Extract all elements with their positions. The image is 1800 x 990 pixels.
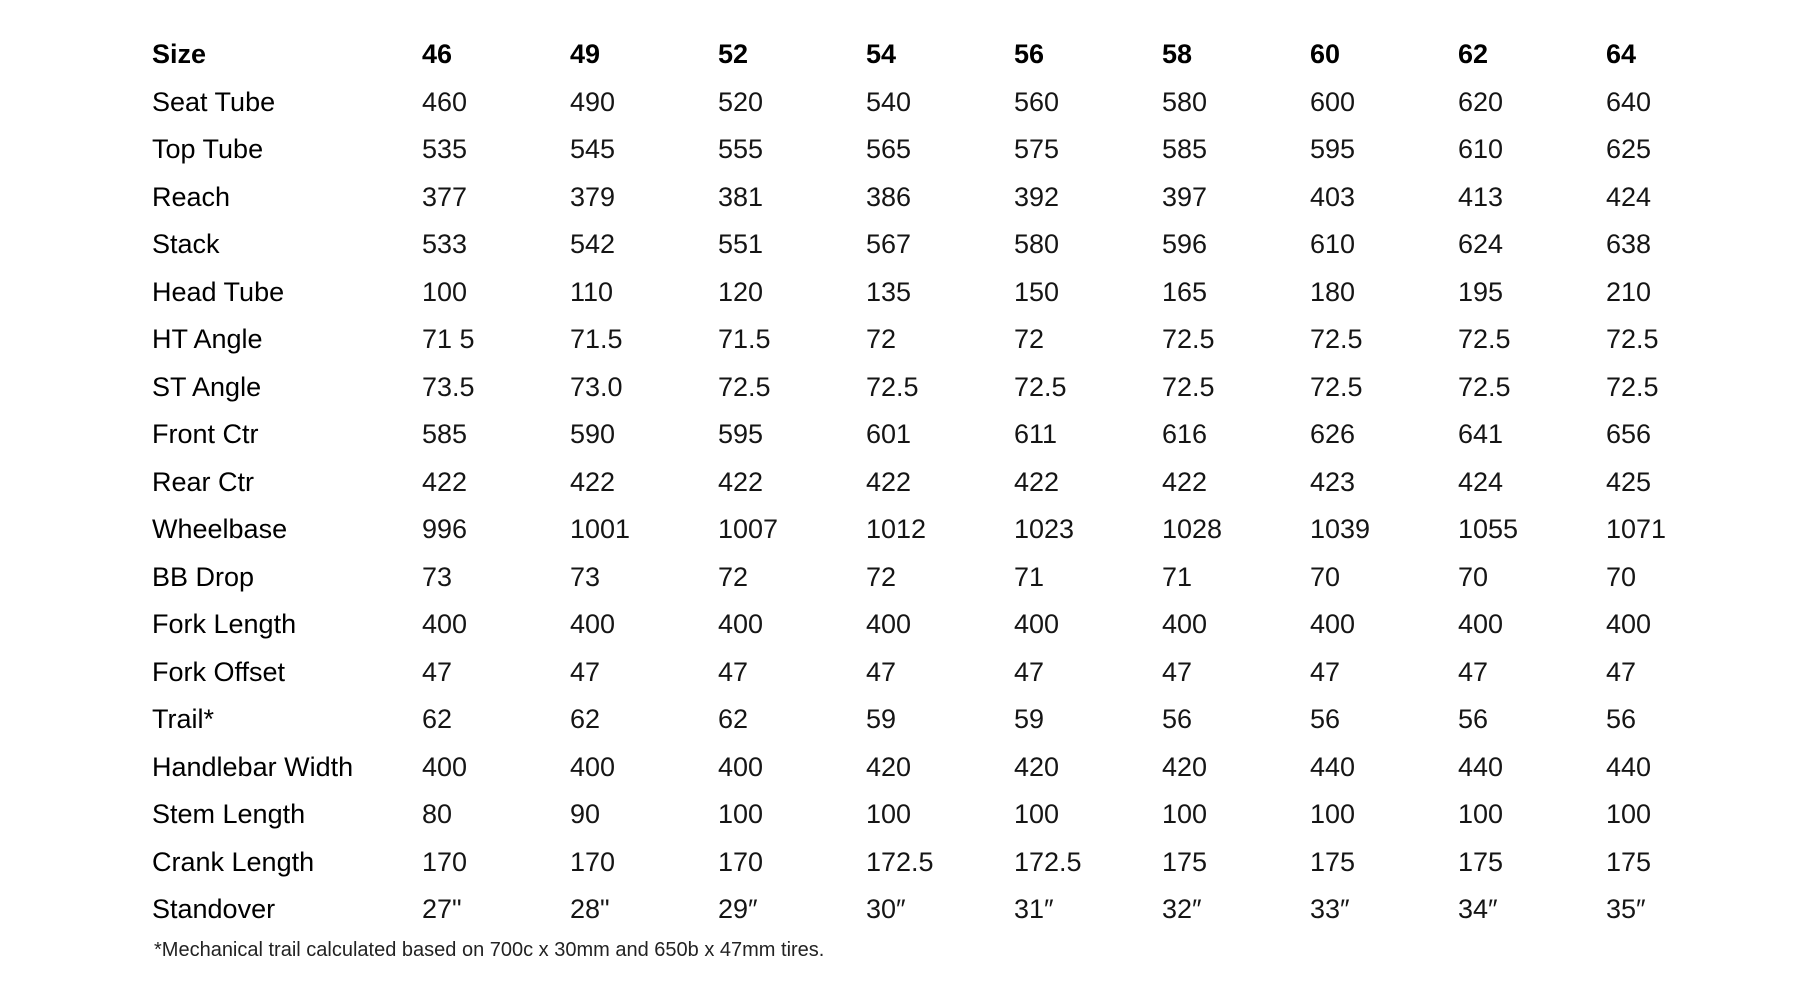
table-cell: 72 <box>718 561 749 592</box>
table-row <box>152 744 1726 792</box>
table-row <box>152 126 1726 174</box>
table-cell: 1071 <box>1606 514 1667 545</box>
table-cell: 638 <box>1606 229 1652 260</box>
row-label: Stem Length <box>152 799 306 830</box>
table-cell: 170 <box>570 846 616 877</box>
row-label: Rear Ctr <box>152 466 255 497</box>
table-cell: 400 <box>718 751 764 782</box>
trail-footnote: *Mechanical trail calculated based on 700c x 30mm and 650b x 47mm tires. <box>154 939 825 961</box>
row-label: ST Angle <box>152 371 262 402</box>
table-cell: 423 <box>1310 466 1356 497</box>
size-column-header: 54 <box>866 39 897 70</box>
table-cell: 32″ <box>1162 894 1202 925</box>
table-cell: 624 <box>1458 229 1504 260</box>
table-row <box>152 886 1726 934</box>
table-row <box>152 459 1726 507</box>
table-cell: 560 <box>1014 86 1060 117</box>
table-cell: 555 <box>718 134 764 165</box>
table-cell: 70 <box>1310 561 1341 592</box>
table-cell: 47 <box>1606 656 1637 687</box>
table-cell: 72.5 <box>1458 371 1511 402</box>
table-cell: 413 <box>1458 181 1504 212</box>
table-row <box>152 791 1726 839</box>
table-cell: 110 <box>570 276 614 307</box>
table-cell: 1055 <box>1458 514 1519 545</box>
table-row <box>152 649 1726 697</box>
table-cell: 656 <box>1606 419 1652 450</box>
size-header-label: Size <box>152 39 207 70</box>
table-cell: 33″ <box>1310 894 1350 925</box>
table-cell: 165 <box>1162 276 1208 307</box>
table-cell: 400 <box>866 609 912 640</box>
table-cell: 70 <box>1606 561 1637 592</box>
size-column-header: 60 <box>1310 39 1341 70</box>
table-cell: 72.5 <box>1162 371 1215 402</box>
size-header-row <box>152 31 1726 79</box>
table-cell: 580 <box>1162 86 1208 117</box>
table-cell: 80 <box>422 799 453 830</box>
table-cell: 377 <box>422 181 468 212</box>
table-cell: 150 <box>1014 276 1060 307</box>
table-cell: 400 <box>570 751 616 782</box>
table-cell: 71 <box>1014 561 1045 592</box>
table-cell: 400 <box>422 609 468 640</box>
table-row <box>152 696 1726 744</box>
table-cell: 170 <box>422 846 468 877</box>
table-cell: 397 <box>1162 181 1208 212</box>
table-cell: 422 <box>422 466 468 497</box>
table-cell: 400 <box>570 609 616 640</box>
row-label: Reach <box>152 181 231 212</box>
table-cell: 575 <box>1014 134 1060 165</box>
table-cell: 71 5 <box>422 324 475 355</box>
table-cell: 542 <box>570 229 616 260</box>
table-cell: 565 <box>866 134 912 165</box>
table-cell: 72.5 <box>1606 371 1659 402</box>
table-cell: 175 <box>1606 846 1652 877</box>
table-cell: 440 <box>1458 751 1504 782</box>
table-cell: 422 <box>718 466 764 497</box>
table-cell: 625 <box>1606 134 1652 165</box>
table-cell: 72.5 <box>1162 324 1215 355</box>
size-column-header: 58 <box>1162 39 1193 70</box>
size-column-header: 62 <box>1458 39 1489 70</box>
table-cell: 59 <box>866 704 897 735</box>
table-cell: 535 <box>422 134 468 165</box>
table-row <box>152 316 1726 364</box>
table-cell: 420 <box>1162 751 1208 782</box>
table-row <box>152 601 1726 649</box>
table-cell: 596 <box>1162 229 1208 260</box>
table-cell: 172.5 <box>866 846 934 877</box>
table-cell: 1039 <box>1310 514 1371 545</box>
table-cell: 72.5 <box>1606 324 1659 355</box>
table-cell: 100 <box>1458 799 1504 830</box>
row-label: Stack <box>152 229 220 260</box>
table-cell: 585 <box>1162 134 1208 165</box>
table-cell: 567 <box>866 229 912 260</box>
row-label: Crank Length <box>152 846 315 877</box>
table-cell: 403 <box>1310 181 1356 212</box>
table-cell: 400 <box>1014 609 1060 640</box>
table-cell: 73.0 <box>570 371 623 402</box>
table-row <box>152 364 1726 412</box>
table-cell: 73.5 <box>422 371 475 402</box>
table-cell: 424 <box>1458 466 1504 497</box>
row-label: Wheelbase <box>152 514 288 545</box>
table-cell: 420 <box>1014 751 1060 782</box>
size-column-header: 64 <box>1606 39 1637 70</box>
table-cell: 59 <box>1014 704 1045 735</box>
geometry-rows <box>152 79 1726 934</box>
table-cell: 100 <box>1606 799 1652 830</box>
table-cell: 422 <box>570 466 616 497</box>
table-cell: 47 <box>1458 656 1489 687</box>
table-cell: 34″ <box>1458 894 1498 925</box>
table-cell: 62 <box>422 704 453 735</box>
size-column-header: 56 <box>1014 39 1045 70</box>
table-cell: 616 <box>1162 419 1208 450</box>
row-label: Fork Length <box>152 609 297 640</box>
table-cell: 47 <box>570 656 601 687</box>
table-cell: 996 <box>422 514 468 545</box>
table-cell: 1023 <box>1014 514 1075 545</box>
table-cell: 120 <box>718 276 764 307</box>
table-cell: 47 <box>422 656 453 687</box>
table-cell: 170 <box>718 846 764 877</box>
table-cell: 595 <box>718 419 764 450</box>
table-cell: 400 <box>422 751 468 782</box>
table-cell: 56 <box>1162 704 1193 735</box>
table-cell: 400 <box>1162 609 1208 640</box>
table-row <box>152 269 1726 317</box>
table-cell: 381 <box>718 181 764 212</box>
table-cell: 520 <box>718 86 764 117</box>
table-cell: 70 <box>1458 561 1489 592</box>
table-row <box>152 79 1726 127</box>
table-cell: 545 <box>570 134 616 165</box>
table-cell: 640 <box>1606 86 1652 117</box>
table-cell: 62 <box>718 704 749 735</box>
table-cell: 590 <box>570 419 616 450</box>
table-cell: 400 <box>1606 609 1652 640</box>
size-column-header: 46 <box>422 39 453 70</box>
table-cell: 585 <box>422 419 468 450</box>
table-cell: 1012 <box>866 514 927 545</box>
table-cell: 595 <box>1310 134 1356 165</box>
table-cell: 400 <box>1310 609 1356 640</box>
table-cell: 47 <box>1310 656 1341 687</box>
table-cell: 72.5 <box>866 371 919 402</box>
table-cell: 71.5 <box>718 324 771 355</box>
table-cell: 175 <box>1458 846 1504 877</box>
row-label: BB Drop <box>152 561 255 592</box>
table-cell: 1007 <box>718 514 779 545</box>
table-cell: 400 <box>718 609 764 640</box>
table-cell: 56 <box>1606 704 1637 735</box>
table-row <box>152 174 1726 222</box>
table-cell: 100 <box>422 276 468 307</box>
table-cell: 90 <box>570 799 601 830</box>
table-cell: 47 <box>1014 656 1045 687</box>
table-cell: 551 <box>718 229 764 260</box>
table-cell: 580 <box>1014 229 1060 260</box>
size-column-header: 52 <box>718 39 749 70</box>
table-cell: 73 <box>570 561 601 592</box>
table-cell: 392 <box>1014 181 1060 212</box>
table-cell: 72.5 <box>1014 371 1067 402</box>
table-cell: 47 <box>718 656 749 687</box>
table-cell: 180 <box>1310 276 1356 307</box>
row-label: Trail* <box>152 704 215 735</box>
table-cell: 72.5 <box>718 371 771 402</box>
table-cell: 490 <box>570 86 616 117</box>
table-cell: 29″ <box>718 894 758 925</box>
table-cell: 210 <box>1606 276 1652 307</box>
table-cell: 72.5 <box>1458 324 1511 355</box>
table-cell: 47 <box>866 656 897 687</box>
table-cell: 601 <box>866 419 912 450</box>
table-cell: 195 <box>1458 276 1504 307</box>
table-cell: 610 <box>1310 229 1356 260</box>
table-cell: 620 <box>1458 86 1504 117</box>
table-cell: 600 <box>1310 86 1356 117</box>
table-cell: 71 <box>1162 561 1193 592</box>
table-cell: 30″ <box>866 894 906 925</box>
table-cell: 56 <box>1310 704 1341 735</box>
table-cell: 533 <box>422 229 468 260</box>
table-cell: 460 <box>422 86 468 117</box>
table-row <box>152 506 1726 554</box>
table-cell: 72 <box>1014 324 1045 355</box>
table-cell: 422 <box>1014 466 1060 497</box>
table-cell: 100 <box>1310 799 1356 830</box>
table-cell: 641 <box>1458 419 1504 450</box>
table-cell: 100 <box>718 799 764 830</box>
table-cell: 172.5 <box>1014 846 1082 877</box>
table-cell: 31″ <box>1014 894 1054 925</box>
table-cell: 135 <box>866 276 912 307</box>
table-cell: 422 <box>866 466 912 497</box>
table-cell: 100 <box>1162 799 1208 830</box>
row-label: HT Angle <box>152 324 263 355</box>
table-cell: 62 <box>570 704 601 735</box>
row-label: Handlebar Width <box>152 751 354 782</box>
table-cell: 400 <box>1458 609 1504 640</box>
size-column-header: 49 <box>570 39 601 70</box>
table-cell: 611 <box>1014 419 1058 450</box>
row-label: Head Tube <box>152 276 285 307</box>
table-cell: 175 <box>1310 846 1356 877</box>
table-cell: 626 <box>1310 419 1356 450</box>
table-cell: 424 <box>1606 181 1652 212</box>
table-cell: 425 <box>1606 466 1652 497</box>
table-cell: 379 <box>570 181 616 212</box>
row-label: Standover <box>152 894 276 925</box>
table-cell: 28" <box>570 894 610 925</box>
table-cell: 386 <box>866 181 912 212</box>
row-label: Top Tube <box>152 134 264 165</box>
table-row <box>152 839 1726 887</box>
table-cell: 440 <box>1310 751 1356 782</box>
table-row <box>152 221 1726 269</box>
row-label: Fork Offset <box>152 656 286 687</box>
table-cell: 100 <box>1014 799 1060 830</box>
table-cell: 72.5 <box>1310 371 1363 402</box>
geometry-table <box>152 31 1726 934</box>
table-cell: 72.5 <box>1310 324 1363 355</box>
table-cell: 610 <box>1458 134 1504 165</box>
table-cell: 72 <box>866 324 897 355</box>
row-label: Seat Tube <box>152 86 276 117</box>
table-cell: 27" <box>422 894 462 925</box>
table-cell: 35″ <box>1606 894 1646 925</box>
table-cell: 56 <box>1458 704 1489 735</box>
table-cell: 72 <box>866 561 897 592</box>
row-label: Front Ctr <box>152 419 259 450</box>
table-cell: 1028 <box>1162 514 1223 545</box>
table-cell: 420 <box>866 751 912 782</box>
table-cell: 540 <box>866 86 912 117</box>
table-row <box>152 411 1726 459</box>
table-cell: 175 <box>1162 846 1208 877</box>
table-cell: 71.5 <box>570 324 623 355</box>
table-row <box>152 554 1726 602</box>
table-cell: 100 <box>866 799 912 830</box>
table-cell: 440 <box>1606 751 1652 782</box>
table-cell: 47 <box>1162 656 1193 687</box>
table-cell: 422 <box>1162 466 1208 497</box>
table-cell: 73 <box>422 561 453 592</box>
table-cell: 1001 <box>570 514 631 545</box>
